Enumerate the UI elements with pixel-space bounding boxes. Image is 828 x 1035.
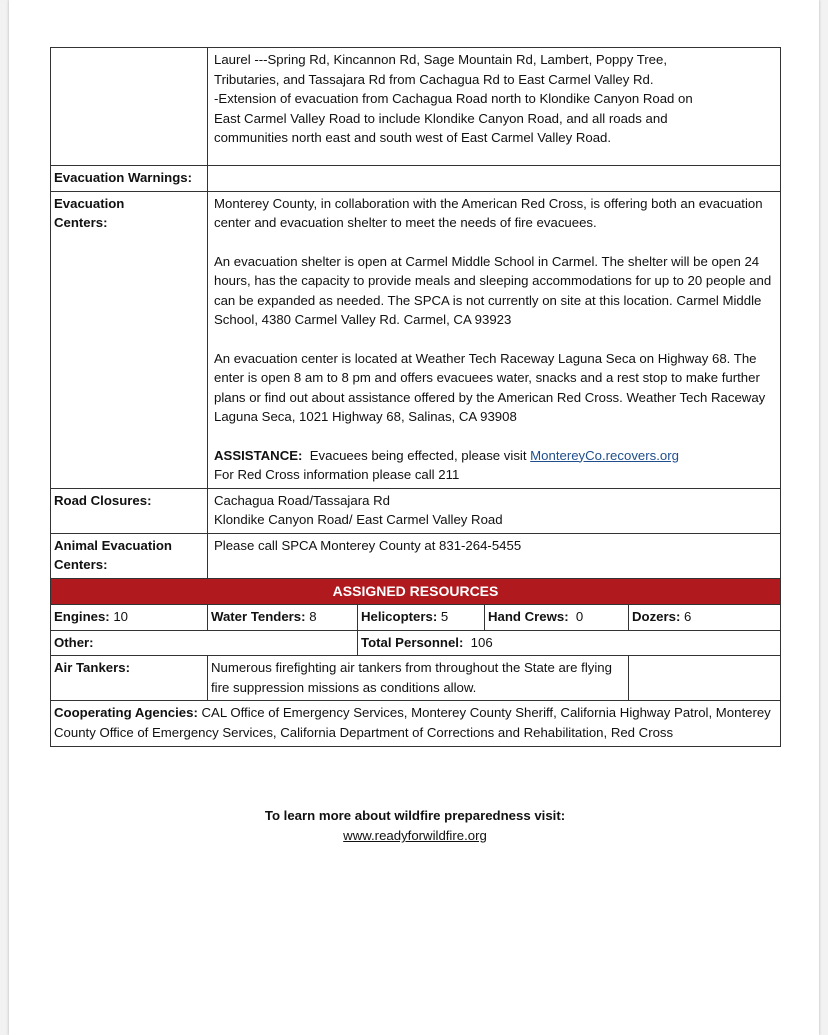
assigned-resources-header [51, 578, 781, 605]
evacuation-warnings-row [51, 166, 781, 192]
document-page [9, 0, 819, 1035]
line: communities north east and south west of East Carmel Valley Road. [214, 130, 612, 145]
resources-counts-row [51, 605, 781, 631]
engines-cell: Engines: 10 [51, 605, 208, 631]
air-tankers-label: Air Tankers: [51, 656, 208, 701]
air-tankers-row [51, 656, 781, 701]
total-personnel-cell: Total Personnel: 106 [358, 630, 781, 656]
evacuation-centers-row [51, 191, 781, 488]
footer [50, 806, 780, 846]
paragraph: Monterey County, in collaboration with the American Red Cross, is offering both an evacuation center and evacuation shelter to meet the needs of fire evacuees. [214, 195, 763, 230]
road-closures-label: Road Closures: [51, 488, 208, 533]
paragraph: An evacuation shelter is open at Carmel Middle School in Carmel. The shelter will be open 24 hours, has the capacity to provide meals and sleeping accommodations for up to 20 people and can be expanded as needed. The SPCA is not currently on site at this location. Carmel Middle School, 4380 Carmel Valley Rd. Carmel, CA 93923 [214, 253, 772, 327]
assistance-line: ASSISTANCE: Evacuees being effected, please visit MontereyCo.recovers.org [214, 447, 679, 463]
assigned-resources-title: ASSIGNED RESOURCES [51, 578, 781, 605]
incident-table [50, 47, 780, 747]
footer-text: To learn more about wildfire preparedness visit: [264, 808, 566, 823]
other-row [51, 630, 781, 656]
other-cell: Other: [51, 630, 358, 656]
line: -Extension of evacuation from Cachagua Road north to Klondike Canyon Road on [214, 91, 693, 106]
line: Tributaries, and Tassajara Rd from Cachagua Rd to East Carmel Valley Rd. [214, 71, 654, 87]
road-closures-text: Cachagua Road/Tassajara Rd Klondike Canyon Road/ East Carmel Valley Road [208, 488, 781, 533]
hand-crews-cell: Hand Crews: 0 [485, 605, 629, 631]
evacuation-warnings-value [208, 166, 781, 192]
animal-evacuation-label: Animal Evacuation Centers: [51, 533, 208, 578]
footer-link[interactable]: www.readyforwildfire.org [343, 828, 487, 843]
helicopters-cell: Helicopters: 5 [358, 605, 485, 631]
recovers-link[interactable]: MontereyCo.recovers.org [530, 447, 679, 463]
line: East Carmel Valley Road to include Klondike Canyon Road, and all roads and [214, 110, 668, 126]
air-tankers-value: Numerous firefighting air tankers from throughout the State are flying fire suppression missions as conditions allow. [208, 656, 629, 701]
evacuation-orders-text [208, 48, 781, 166]
cooperating-agencies-cell: Cooperating Agencies: CAL Office of Emergency Services, Monterey County Sheriff, California Highway Patrol, Monterey County Office of Emergency Services, California Department of Corrections and Rehabilitation, Red Cross [51, 701, 781, 747]
cooperating-agencies-row [51, 701, 781, 747]
line: Laurel ---Spring Rd, Kincannon Rd, Sage Mountain Rd, Lambert, Poppy Tree, [214, 52, 668, 67]
evacuation-centers-label: Evacuation Centers: [51, 191, 208, 488]
dozers-cell: Dozers: 6 [629, 605, 781, 631]
road-closures-row [51, 488, 781, 533]
evacuation-orders-row [51, 48, 781, 166]
evacuation-centers-text [208, 191, 781, 488]
water-tenders-cell: Water Tenders: 8 [208, 605, 358, 631]
paragraph: An evacuation center is located at Weather Tech Raceway Laguna Seca on Highway 68. The enter is open 8 am to 8 pm and offers evacuees water, snacks and a rest stop to make further plans or find out about assistance offered by the American Red Cross. Weather Tech Raceway Laguna Seca, 1021 Highway 68, Salinas, CA 93908 [214, 350, 766, 424]
red-cross-line: For Red Cross information please call 211 [214, 467, 460, 482]
animal-evacuation-row [51, 533, 781, 578]
animal-evacuation-value: Please call SPCA Monterey County at 831-264-5455 [208, 533, 781, 578]
evacuation-warnings-label: Evacuation Warnings: [51, 166, 208, 192]
